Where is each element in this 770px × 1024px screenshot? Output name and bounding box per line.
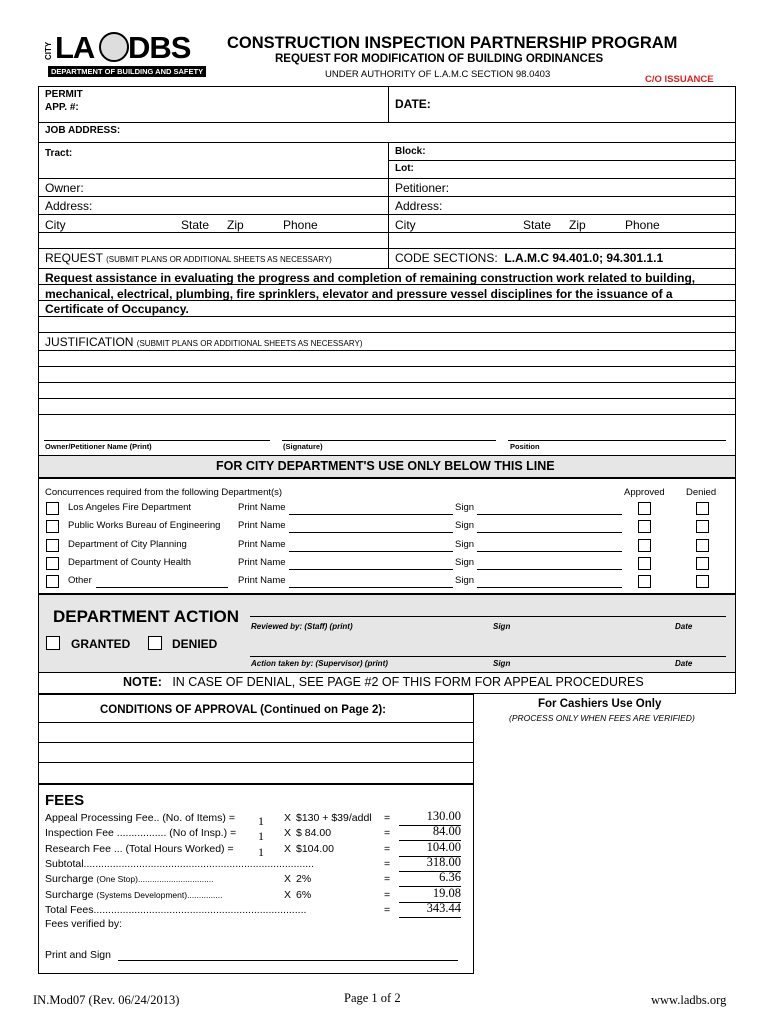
owner-address-label: Address: [45, 199, 93, 213]
request-line-2: mechanical, electrical, plumbing, fire sprinklers, elevator and pressure vessel disciplines for the issuance of a [45, 287, 673, 301]
department-name: Department of City Planning [68, 539, 187, 550]
department-checkbox[interactable] [46, 520, 59, 533]
request-line-3: Certificate of Occupancy. [45, 302, 189, 316]
approved-checkbox[interactable] [638, 520, 651, 533]
petitioner-state-label: State [523, 218, 552, 232]
logo-city-text: CITY [44, 41, 53, 60]
request-line-1: Request assistance in evaluating the progress and completion of remaining construction work related to building, [45, 271, 696, 285]
department-checkbox[interactable] [46, 539, 59, 552]
fee-amount: 130.00 [426, 809, 461, 823]
reviewed-date-label: Date [675, 622, 693, 631]
fee-label: Subtotal............................................................................... [45, 858, 314, 870]
fee-equals: = [384, 827, 391, 839]
fee-equals: = [384, 889, 391, 901]
fee-rate: 6% [296, 889, 312, 901]
sign-label: Sign [455, 539, 475, 550]
form-title: CONSTRUCTION INSPECTION PARTNERSHIP PROGRAM [227, 34, 678, 52]
fee-equals: = [384, 904, 391, 916]
fee-equals: = [384, 812, 391, 824]
fee-equals: = [384, 873, 391, 885]
fee-label: Surcharge (One Stop)................................ [45, 873, 214, 885]
fee-amount: 6.36 [439, 870, 461, 884]
fee-label: Appeal Processing Fee.. (No. of Items) = [45, 812, 235, 824]
denied-checkbox[interactable] [696, 502, 709, 515]
fee-amount: 318.00 [426, 855, 461, 869]
fee-multiply: X [284, 889, 292, 901]
job-address-label: JOB ADDRESS: [45, 125, 121, 136]
fee-amount: 84.00 [432, 824, 461, 838]
print-name-label: Print Name [238, 575, 286, 586]
sign-line[interactable] [477, 514, 622, 515]
fee-amount: 104.00 [426, 840, 461, 854]
action-date-label: Date [675, 659, 693, 668]
fee-multiply: X [284, 843, 292, 855]
department-checkbox[interactable] [46, 502, 59, 515]
website-url[interactable]: www.ladbs.org [651, 993, 727, 1007]
petitioner-zip-label: Zip [569, 218, 586, 232]
sign-line[interactable] [477, 551, 622, 552]
denial-note: NOTE: IN CASE OF DENIAL, SEE PAGE #2 OF THIS FORM FOR APPEAL PROCEDURES [123, 675, 644, 689]
fee-amount: 19.08 [432, 886, 461, 900]
signature-label: (Signature) [283, 442, 323, 451]
conditions-title: CONDITIONS OF APPROVAL (Continued on Page 2): [100, 704, 387, 716]
block-label: Block: [395, 146, 426, 157]
print-name-line[interactable] [289, 587, 453, 588]
print-name-label: Print Name [238, 539, 286, 550]
logo-department-text: DEPARTMENT OF BUILDING AND SAFETY [48, 66, 206, 77]
fee-amount: 343.44 [426, 901, 461, 915]
permit-label: PERMIT [45, 89, 83, 100]
co-issuance-label: C/O ISSUANCE [645, 74, 714, 85]
petitioner-phone-label: Phone [625, 218, 660, 232]
print-name-label: Print Name [238, 502, 286, 513]
print-name-label: Print Name [238, 557, 286, 568]
date-label: DATE: [395, 97, 431, 111]
concurrences-label: Concurrences required from the following Department(s) [45, 487, 283, 498]
department-name: Los Angeles Fire Department [68, 502, 192, 513]
fee-label: Surcharge (Systems Development)............... [45, 889, 223, 901]
request-heading: REQUEST (SUBMIT PLANS OR ADDITIONAL SHEETS AS NECESSARY) [45, 251, 332, 265]
denied-checkbox[interactable] [148, 636, 162, 650]
petitioner-label: Petitioner: [395, 181, 450, 195]
fee-label: Inspection Fee ................. (No of Insp.) = [45, 827, 237, 839]
approved-header: Approved [624, 487, 665, 498]
logo-la-text: LA [55, 30, 95, 65]
department-checkbox[interactable] [46, 575, 59, 588]
denied-checkbox[interactable] [696, 520, 709, 533]
fees-title: FEES [45, 792, 85, 809]
tract-label: Tract: [45, 148, 73, 159]
department-name: Public Works Bureau of Engineering [68, 520, 221, 531]
sign-label: Sign [455, 502, 475, 513]
app-number-label: APP. #: [45, 102, 79, 113]
sign-line[interactable] [477, 587, 622, 588]
denied-checkbox[interactable] [696, 557, 709, 570]
department-name: Department of County Health [68, 557, 192, 568]
approved-checkbox[interactable] [638, 575, 651, 588]
city-use-banner-text: FOR CITY DEPARTMENT'S USE ONLY BELOW THIS LINE [216, 459, 555, 473]
department-checkbox[interactable] [46, 557, 59, 570]
form-subtitle: REQUEST FOR MODIFICATION OF BUILDING ORDINANCES [275, 53, 604, 65]
fee-quantity: 1 [258, 829, 264, 843]
owner-state-label: State [181, 218, 210, 232]
owner-phone-label: Phone [283, 218, 318, 232]
reviewed-by-label: Reviewed by: (Staff) (print) [251, 622, 353, 631]
code-sections: CODE SECTIONS: L.A.M.C 94.401.0; 94.301.1.1 [395, 251, 664, 265]
print-name-line[interactable] [289, 514, 453, 515]
sign-label: Sign [455, 575, 475, 586]
denied-header: Denied [686, 487, 717, 498]
department-name: Other [68, 575, 92, 586]
sign-line[interactable] [477, 569, 622, 570]
fee-equals: = [384, 858, 391, 870]
form-id: IN.Mod07 (Rev. 06/24/2013) [33, 993, 180, 1007]
owner-zip-label: Zip [227, 218, 244, 232]
denied-label: DENIED [172, 637, 218, 651]
fee-label: Research Fee ... (Total Hours Worked) = [45, 843, 234, 855]
fees-verified-label: Fees verified by: [45, 918, 123, 930]
fee-multiply: X [284, 812, 292, 824]
denied-checkbox[interactable] [696, 539, 709, 552]
fee-multiply: X [284, 827, 292, 839]
owner-city-label: City [45, 218, 66, 232]
fee-multiply: X [284, 873, 292, 885]
approved-checkbox[interactable] [638, 557, 651, 570]
reviewed-sign-label: Sign [493, 622, 511, 631]
petitioner-address-label: Address: [395, 199, 443, 213]
approved-checkbox[interactable] [638, 502, 651, 515]
seal-icon [99, 32, 129, 62]
action-taken-by-label: Action taken by: (Supervisor) (print) [251, 659, 388, 668]
logo-dbs-text: DBS [128, 30, 191, 65]
fee-quantity: 1 [258, 814, 264, 828]
granted-label: GRANTED [71, 637, 131, 651]
page-number: Page 1 of 2 [344, 991, 401, 1005]
department-action-title: DEPARTMENT ACTION [53, 607, 240, 626]
print-name-label: Print Name [238, 520, 286, 531]
owner-name-print-label: Owner/Petitioner Name (Print) [45, 442, 152, 451]
fee-label: Total Fees......................................................................... [45, 904, 307, 916]
fee-rate: $104.00 [296, 843, 334, 855]
cashier-note: (PROCESS ONLY WHEN FEES ARE VERIFIED) [509, 713, 695, 723]
print-name-line[interactable] [289, 532, 453, 533]
owner-label: Owner: [45, 181, 84, 195]
granted-checkbox[interactable] [46, 636, 60, 650]
petitioner-city-label: City [395, 218, 416, 232]
lot-label: Lot: [395, 163, 414, 174]
fee-equals: = [384, 843, 391, 855]
fee-quantity: 1 [258, 845, 264, 859]
sign-label: Sign [455, 520, 475, 531]
sign-line[interactable] [477, 532, 622, 533]
sign-label: Sign [455, 557, 475, 568]
fee-rate: 2% [296, 873, 312, 885]
denied-checkbox[interactable] [696, 575, 709, 588]
print-and-sign-label: Print and Sign [45, 949, 111, 961]
fee-rate: $130 + $39/addl [296, 812, 372, 824]
justification-heading: JUSTIFICATION (SUBMIT PLANS OR ADDITIONAL SHEETS AS NECESSARY) [45, 335, 363, 349]
fee-rate: $ 84.00 [296, 827, 332, 839]
print-name-line[interactable] [289, 551, 453, 552]
approved-checkbox[interactable] [638, 539, 651, 552]
print-name-line[interactable] [289, 569, 453, 570]
position-label: Position [510, 442, 540, 451]
authority-text: UNDER AUTHORITY OF L.A.M.C SECTION 98.0403 [325, 69, 551, 80]
action-sign-label: Sign [493, 659, 511, 668]
cashier-title: For Cashiers Use Only [538, 698, 662, 710]
